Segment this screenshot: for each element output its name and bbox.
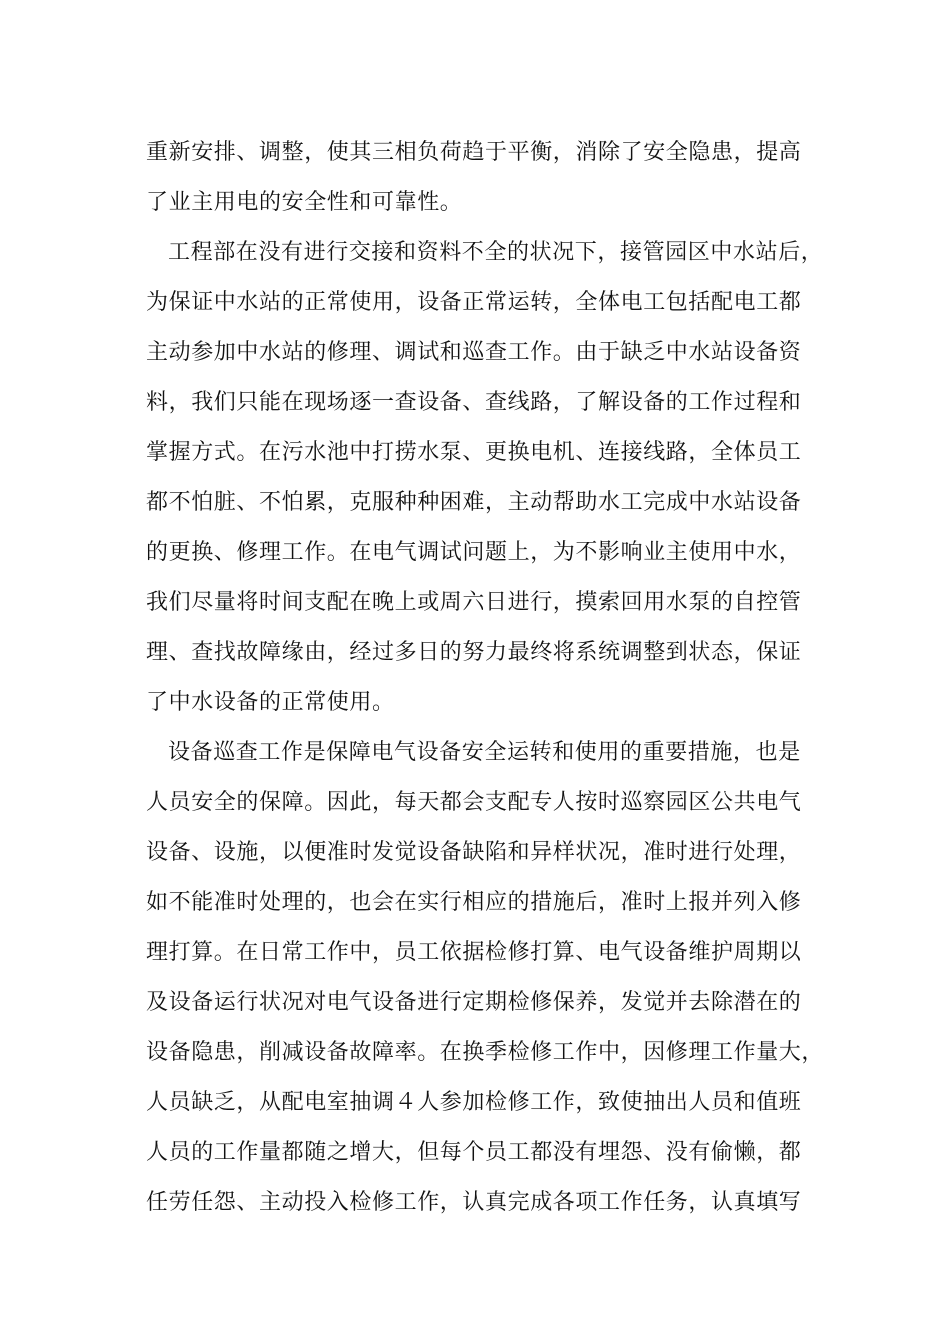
paragraph-3-line-7: 设备隐患，削减设备故障率。在换季检修工作中，因修理工作量大， <box>146 1040 825 1065</box>
paragraph-3-line-4: 如不能准时处理的，也会在实行相应的措施后，准时上报并列入修 <box>146 890 802 915</box>
paragraph-3-line-6: 及设备运行状况对电气设备进行定期检修保养，发觉并去除潜在的 <box>146 990 802 1015</box>
paragraph-2-line-1: 工程部在没有进行交接和资料不全的状况下，接管园区中水站后， <box>168 240 824 265</box>
paragraph-3-line-10: 任劳任怨、主动投入检修工作，认真完成各项工作任务，认真填写 <box>146 1190 802 1215</box>
paragraph-2-line-5: 掌握方式。在污水池中打捞水泵、更换电机、连接线路，全体员工 <box>146 440 802 465</box>
paragraph-2-line-8: 我们尽量将时间支配在晚上或周六日进行，摸索回用水泵的自控管 <box>146 590 802 615</box>
paragraph-3-line-2: 人员安全的保障。因此，每天都会支配专人按时巡察园区公共电气 <box>146 790 802 815</box>
paragraph-2-line-10: 了中水设备的正常使用。 <box>146 690 395 715</box>
paragraph-3-line-1: 设备巡查工作是保障电气设备安全运转和使用的重要措施，也是 <box>168 740 801 765</box>
paragraph-1-line-2: 了业主用电的安全性和可靠性。 <box>146 190 463 215</box>
paragraph-3-line-9: 人员的工作量都随之增大，但每个员工都没有埋怨、没有偷懒，都 <box>146 1140 802 1165</box>
paragraph-2-line-7: 的更换、修理工作。在电气调试问题上，为不影响业主使用中水， <box>146 540 802 565</box>
paragraph-3-line-3: 设备、设施，以便准时发觉设备缺陷和异样状况，准时进行处理， <box>146 840 802 865</box>
paragraph-3-line-8: 人员缺乏，从配电室抽调４人参加检修工作，致使抽出人员和值班 <box>146 1090 802 1115</box>
paragraph-3-line-5: 理打算。在日常工作中，员工依据检修打算、电气设备维护周期以 <box>146 940 802 965</box>
paragraph-2-line-3: 主动参加中水站的修理、调试和巡查工作。由于缺乏中水站设备资 <box>146 340 802 365</box>
paragraph-2-line-2: 为保证中水站的正常使用，设备正常运转，全体电工包括配电工都 <box>146 290 802 315</box>
paragraph-2-line-6: 都不怕脏、不怕累，克服种种困难，主动帮助水工完成中水站设备 <box>146 490 802 515</box>
paragraph-1-line-1: 重新安排、调整，使其三相负荷趋于平衡，消除了安全隐患，提高 <box>146 140 802 165</box>
paragraph-2-line-9: 理、查找故障缘由，经过多日的努力最终将系统调整到状态，保证 <box>146 640 802 665</box>
body-text <box>146 128 836 1228</box>
paragraph-2-line-4: 料，我们只能在现场逐一查设备、查线路，了解设备的工作过程和 <box>146 390 802 415</box>
